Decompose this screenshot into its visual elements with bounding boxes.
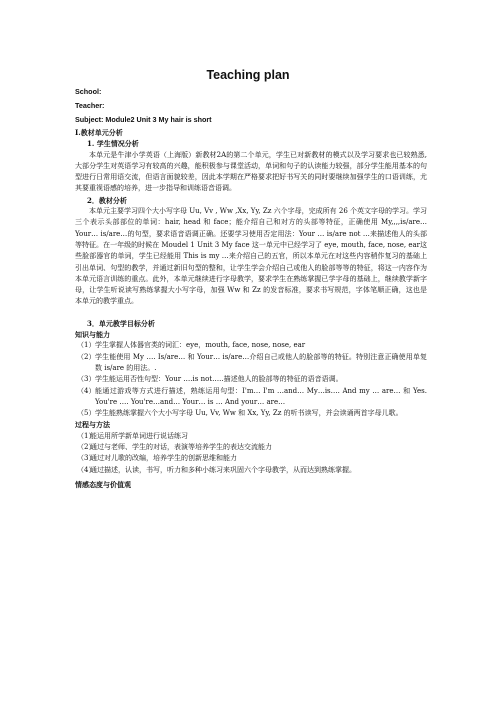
paragraph-textbook-analysis: 本单元主要学习四个大小写字母 Uu, Vv , Ww ,Xx, Yy, Zz 六个字母，完成所有 26 个英文字母的学习。学习三个表示头部部位的单词：hair, head 和 face；能介绍自己和对方的头部等特征，正确使用 My,,,,is/are…Your… is/are…的句型，要求语音语调正确。还要学习使用否定用法：Your … is/are not …来描述他人的头部等特征。在一年级的时候在 Moudel 1 Unit 3 My face 这一单元中已经学习了 eye, mouth, face, nose, ear这些脸部器官的单词，学生已经能用 This is my …来介绍自己的五官，所以本单元在对这些内容稍作复习的基础上引出单词、句型的教学，并通过新旧句型的整和，让学生学会介绍自己或他人的脸部等等的特征，将这一内容作为本单元语言训练的重点。此外，本单元继续进行字母教学，要求学生在熟练掌握已学字母的基础上，继续教学新字母，让学生听说读写熟练掌握大小写字母，加强 Ww 和 Zz 的发音标准，要求书写规范，字体笔顺正确，这也是本单元的教学重点。 [75, 207, 428, 306]
document-body [75, 127, 427, 490]
knowledge-item [75, 374, 427, 385]
item-text: 学生能使用 My …. Is/are… 和 Your… is/are…介绍自己或他人的脸部等的特征。特别注意正确使用单复数 is/are 的用法。. [95, 352, 427, 372]
heading-process: 过程与方法 [75, 420, 110, 430]
item-text: 学生能熟练掌握六个大小写字母 Uu, Vv, Ww 和 Xx, Yy, Zz 的听书读写，并会读诵两首字母儿歌。 [95, 409, 403, 418]
process-item [75, 442, 427, 453]
subject-label: Subject: Module2 Unit 3 My hair is short [75, 115, 212, 124]
knowledge-item [75, 386, 427, 409]
item-text: 通过与老师、学生的对话，表演等培养学生的表达交流能力 [90, 443, 272, 452]
knowledge-item [75, 408, 427, 419]
item-text: 学生掌握人体器官类的词汇：eye，mouth, face, nose, nose, ear [95, 341, 306, 350]
item-number: （3） [77, 454, 96, 463]
item-number: （1） [77, 431, 96, 440]
item-number: （2） [77, 352, 96, 361]
heading-knowledge: 知识与能力 [75, 330, 110, 340]
item-number: （1） [77, 341, 96, 350]
item-text: 学生能运用否性句型：Your ….is not…..描述他人的脸部等的特征的语音语调。 [95, 375, 343, 384]
item-text: 能运用所学新单词进行说话练习 [90, 431, 188, 440]
subheading-objectives: 3．单元教学目标分析 [87, 318, 155, 328]
subheading-student-analysis: 1. 学生情况分析 [87, 139, 139, 149]
section-heading: Ⅰ.教材单元分析 [75, 128, 123, 137]
process-item [75, 465, 427, 476]
teacher-label: Teacher: [75, 101, 105, 110]
item-text: 通过描述，认读，书写，听力和多种小练习来巩固六个字母教学，从而达到熟练掌握。 [90, 465, 356, 474]
item-text: 通过对儿歌的改编，培养学生的创新思维和能力 [90, 454, 237, 463]
item-number: （2） [77, 443, 96, 452]
item-number: （4） [77, 465, 96, 474]
process-item [75, 431, 427, 442]
knowledge-item [75, 352, 427, 375]
item-text: 能通过游戏等方式进行描述，熟练运用句型：I'm… I'm …and… My…is…. And my … are… 和 Yes. You're …. You're…and… Your… is … And your… are… [95, 386, 427, 406]
subheading-textbook-analysis: 2．教材分析 [87, 195, 127, 205]
item-number: （4） [77, 386, 96, 395]
school-label: School: [75, 87, 102, 96]
knowledge-item [75, 340, 427, 351]
item-number: （3） [77, 375, 96, 384]
process-item [75, 453, 427, 464]
paragraph-student-analysis: 本单元是牛津小学英语（上海版）新教材2A的第二个单元，学生已对新教材的模式以及学习要求也已较熟悉,大部分学生对英语学习有较高的兴趣，能积极参与课堂活动，单词和句子的认读能力较强，部分学生能用基本的句型进行日常用语交流，但语言面貌较差，因此本学期在严格要求把好书写关的同时要继续加强学生的口语训练，尤其要重视语感的培养，进一步指导和训练语音语调。 [75, 150, 427, 193]
item-number: （5） [77, 409, 96, 418]
document-title: Teaching plan [206, 68, 290, 82]
heading-attitude: 情感态度与价值观 [75, 479, 131, 489]
